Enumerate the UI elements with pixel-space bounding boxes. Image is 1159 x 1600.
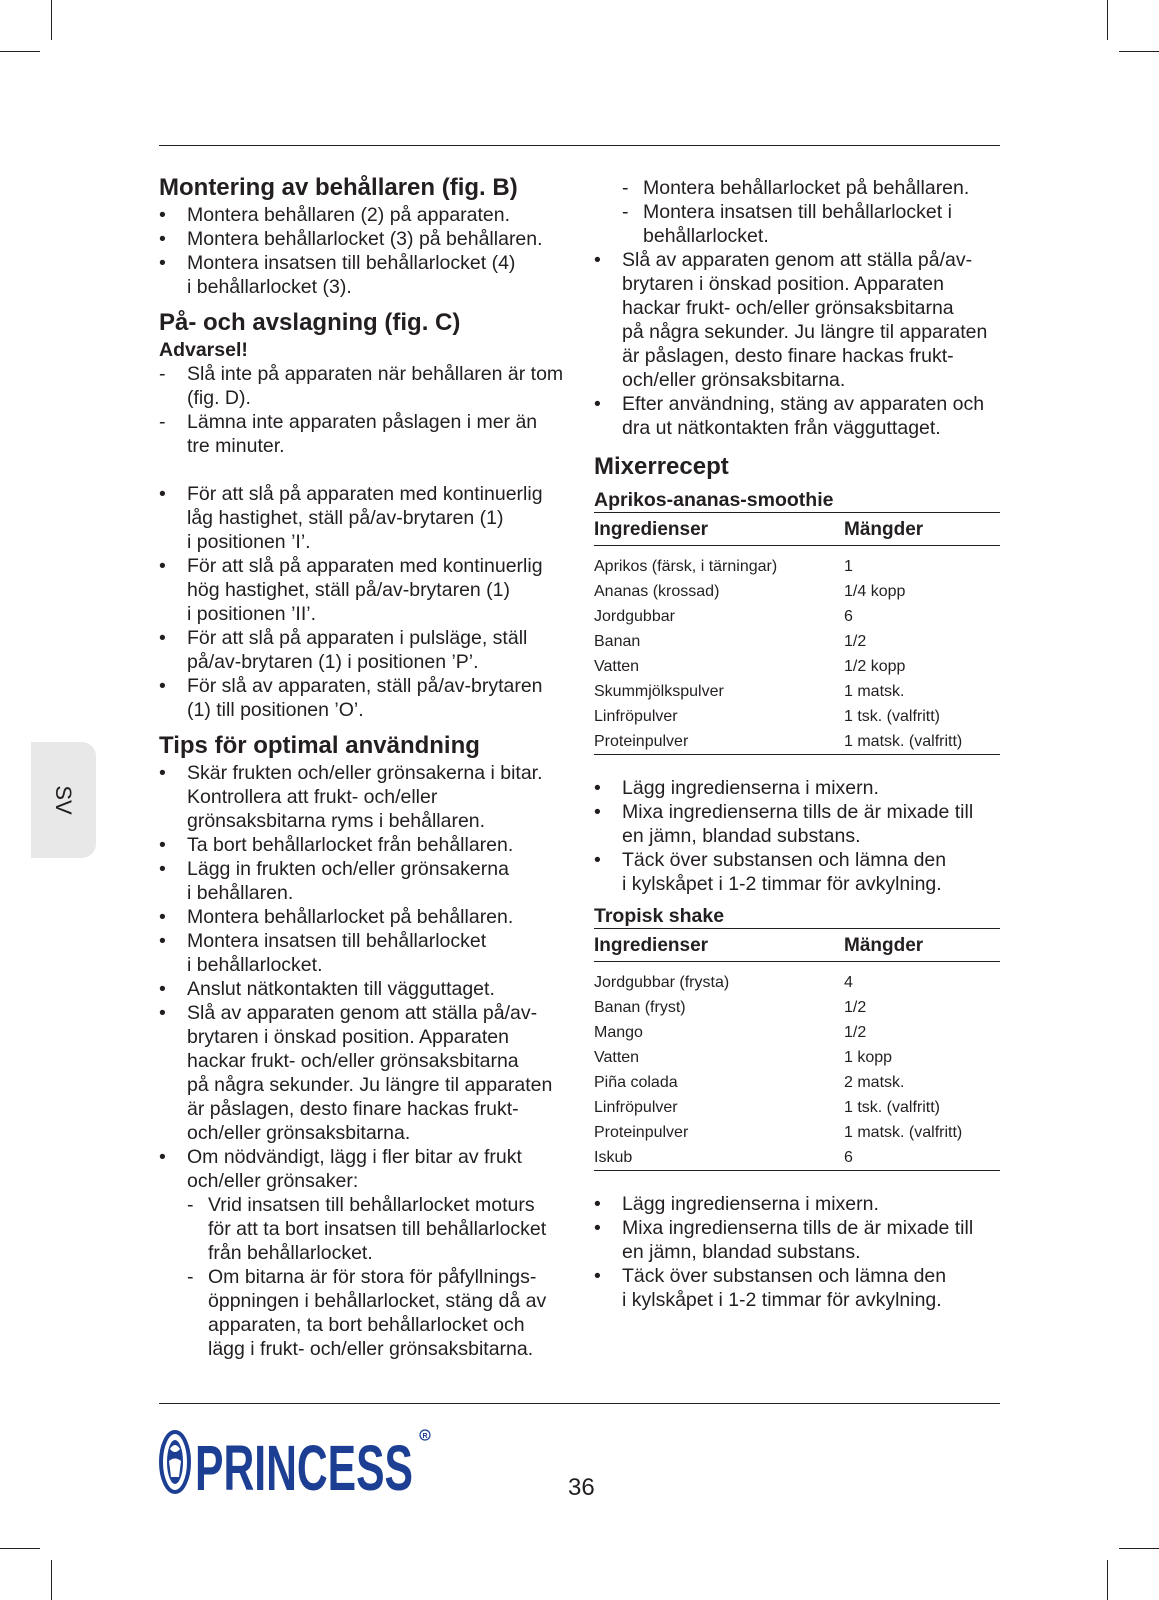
list-item: • För slå av apparaten, ställ på/av-brytaren (1) till positionen ’O’. [159,674,569,722]
page-number: 36 [568,1474,595,1501]
crop-mark [0,51,40,52]
crop-mark [1107,1560,1108,1600]
warning-list [159,362,569,458]
list-item: • Lägg ingredienserna i mixern. [594,776,1000,800]
list-item: • Täck över substansen och lämna den i kylskåpet i 1-2 timmar för avkylning. [594,848,1000,896]
list-item: - Slå inte på apparaten när behållaren är tom (fig. D). [159,362,569,410]
list-item: • Montera insatsen till behållarlocket (4) i behållarlocket (3). [159,251,569,299]
list-item: • Täck över substansen och lämna den i kylskåpet i 1-2 timmar för avkylning. [594,1264,1000,1312]
brand-name: PRINCESS [195,1432,413,1497]
table-row: Jordgubbar (frysta) 4 [594,974,853,991]
list-item: - Lämna inte apparaten påslagen i mer än tre minuter. [159,410,569,458]
list-item: • För att slå på apparaten med kontinuerlig låg hastighet, ställ på/av-brytaren (1) i positionen ’I’. [159,482,569,554]
list-item: - Om bitarna är för stora för påfyllnings- öppningen i behållarlocket, stäng då av apparaten, ta bort behållarlocket och lägg i frukt- och/eller grönsaksbitarna. [187,1265,569,1361]
right-column [594,176,1000,1312]
language-tab-label: SV [51,785,76,815]
list-item: • Om nödvändigt, lägg i fler bitar av frukt och/eller grönsaker: [159,1145,569,1193]
continued-list [594,248,1000,440]
list-item: • Slå av apparaten genom att ställa på/av- brytaren i önskad position. Apparaten hackar frukt- och/eller grönsaksbitarna på några sekunder. Ju längre til apparaten är påslagen, desto finare hackas frukt- och/eller grönsaksbitarna. [159,1001,569,1145]
table-row: Skummjölkspulver 1 matsk. [594,683,905,700]
table-row: Aprikos (färsk, i tärningar) 1 [594,558,853,575]
table-row: Piña colada 2 matsk. [594,1074,905,1091]
recipe-steps [594,1192,1000,1312]
list-item: • Ta bort behållarlocket från behållaren. [159,833,569,857]
table-header-row [594,929,1000,962]
table-row: Vatten 1/2 kopp [594,658,906,675]
on-off-list [159,482,569,722]
table-row: Mango 1/2 [594,1024,867,1041]
table-row: Linfröpulver 1 tsk. (valfritt) [594,708,941,725]
warning-label: Advarsel! [159,339,248,361]
recipe-title: Tropisk shake [594,905,725,927]
top-rule [159,145,1000,146]
princess-logo [159,1427,439,1497]
recipe-title: Aprikos-ananas-smoothie [594,489,834,511]
list-item: - Montera insatsen till behållarlocket i behållarlocket. [622,200,1000,248]
list-item: - Montera behållarlocket på behållaren. [622,176,1000,200]
table-row: Iskub 6 [594,1145,1000,1171]
list-item: • Montera behållarlocket (3) på behållaren. [159,227,569,251]
section-title-assembly: Montering av behållaren (fig. B) [159,174,518,201]
crop-mark [1107,0,1108,40]
column-header-amounts: Mängder [844,513,1000,546]
section-title-tips: Tips för optimal användning [159,732,480,759]
assembly-list [159,203,569,299]
table-row: Vatten 1 kopp [594,1049,893,1066]
list-item: • För att slå på apparaten i pulsläge, ställ på/av-brytaren (1) i positionen ’P’. [159,626,569,674]
list-item: - Vrid insatsen till behållarlocket moturs för att ta bort insatsen till behållarlocket från behållarlocket. [187,1193,569,1265]
recipe-steps [594,776,1000,896]
recipe-table [594,928,1000,1171]
table-header-row [594,513,1000,546]
bottom-rule [159,1403,1000,1404]
column-header-amounts: Mängder [844,929,1000,962]
section-title-on-off: På- och avslagning (fig. C) [159,309,461,336]
list-item: • Efter användning, stäng av apparaten och dra ut nätkontakten från vägguttaget. [594,392,1000,440]
list-item: • Skär frukten och/eller grönsakerna i bitar. Kontrollera att frukt- och/eller grönsaksbitarna ryms i behållaren. [159,761,569,833]
column-header-ingredients: Ingredienser [594,513,844,546]
list-item: • Montera behållaren (2) på apparaten. [159,203,569,227]
svg-text:R: R [422,1433,428,1440]
list-item: • Mixa ingredienserna tills de är mixade till en jämn, blandad substans. [594,800,1000,848]
crop-mark [1119,51,1159,52]
continued-sublist [622,176,1000,248]
table-row: Jordgubbar 6 [594,608,853,625]
table-row: Banan 1/2 [594,633,867,650]
left-column [159,173,569,1361]
table-row: Proteinpulver 1 matsk. (valfritt) [594,729,1000,755]
crop-mark [0,1548,40,1549]
section-title-recipes: Mixerrecept [594,453,729,480]
tips-sublist [187,1193,569,1361]
list-item: • Montera behållarlocket på behållaren. [159,905,569,929]
list-item: • För att slå på apparaten med kontinuerlig hög hastighet, ställ på/av-brytaren (1) i positionen ’II’. [159,554,569,626]
list-item: • Slå av apparaten genom att ställa på/av- brytaren i önskad position. Apparaten hackar frukt- och/eller grönsaksbitarna på några sekunder. Ju längre til apparaten är påslagen, desto finare hackas frukt- och/eller grönsaksbitarna. [594,248,1000,392]
table-row: Proteinpulver 1 matsk. (valfritt) [594,1124,963,1141]
column-header-ingredients: Ingredienser [594,929,844,962]
list-item: • Anslut nätkontakten till vägguttaget. [159,977,569,1001]
tips-list [159,761,569,1193]
crop-mark [1119,1548,1159,1549]
list-item: • Lägg in frukten och/eller grönsakerna i behållaren. [159,857,569,905]
crop-mark [51,0,52,40]
table-row: Linfröpulver 1 tsk. (valfritt) [594,1099,941,1116]
crop-mark [51,1560,52,1600]
list-item: • Lägg ingredienserna i mixern. [594,1192,1000,1216]
table-row: Banan (fryst) 1/2 [594,999,867,1016]
recipe-table [594,512,1000,755]
list-item: • Montera insatsen till behållarlocket i behållarlocket. [159,929,569,977]
table-row: Ananas (krossad) 1/4 kopp [594,583,906,600]
list-item: • Mixa ingredienserna tills de är mixade till en jämn, blandad substans. [594,1216,1000,1264]
